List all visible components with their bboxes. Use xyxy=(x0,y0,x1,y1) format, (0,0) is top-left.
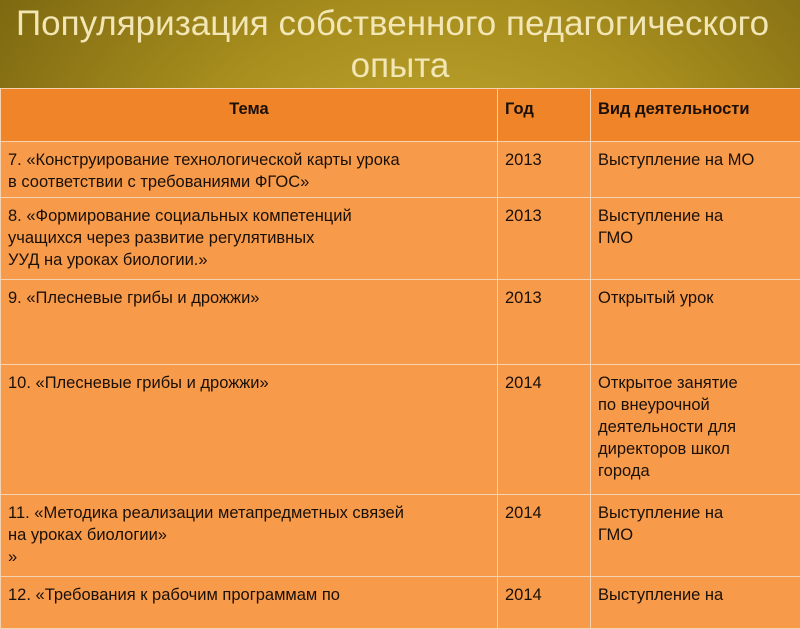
table-row xyxy=(1,577,800,629)
cell-activity: Выступление на МО xyxy=(591,142,800,198)
cell-activity: Выступление на ГМО xyxy=(591,198,800,280)
header-year: Год xyxy=(498,89,591,142)
cell-year: 2014 xyxy=(498,365,591,495)
table-row xyxy=(1,495,800,577)
table-row xyxy=(1,365,800,495)
cell-activity: Выступление на ГМО xyxy=(591,495,800,577)
slide-title-line-1: Популяризация собственного педагогического xyxy=(16,2,769,46)
cell-year: 2013 xyxy=(498,198,591,280)
cell-topic: 11. «Методика реализации метапредметных связей на уроках биологии» » xyxy=(1,495,498,577)
table-row xyxy=(1,198,800,280)
cell-topic: 10. «Плесневые грибы и дрожжи» xyxy=(1,365,498,495)
header-activity: Вид деятельности xyxy=(591,89,800,142)
experience-table xyxy=(0,88,800,629)
slide-title-line-2: опыта xyxy=(0,44,800,88)
table-row xyxy=(1,142,800,198)
cell-year: 2013 xyxy=(498,280,591,365)
cell-activity: Открытый урок xyxy=(591,280,800,365)
cell-year: 2014 xyxy=(498,577,591,629)
cell-topic: 12. «Требования к рабочим программам по xyxy=(1,577,498,629)
header-topic: Тема xyxy=(1,89,498,142)
table-header-row xyxy=(1,89,800,142)
cell-topic: 9. «Плесневые грибы и дрожжи» xyxy=(1,280,498,365)
cell-year: 2013 xyxy=(498,142,591,198)
slide-title xyxy=(0,0,800,88)
cell-activity: Открытое занятие по внеурочной деятельности для директоров школ города xyxy=(591,365,800,495)
cell-topic: 8. «Формирование социальных компетенций учащихся через развитие регулятивных УУД на уроках биологии.» xyxy=(1,198,498,280)
cell-activity: Выступление на xyxy=(591,577,800,629)
table-row xyxy=(1,280,800,365)
cell-topic: 7. «Конструирование технологической карты урока в соответствии с требованиями ФГОС» xyxy=(1,142,498,198)
cell-year: 2014 xyxy=(498,495,591,577)
